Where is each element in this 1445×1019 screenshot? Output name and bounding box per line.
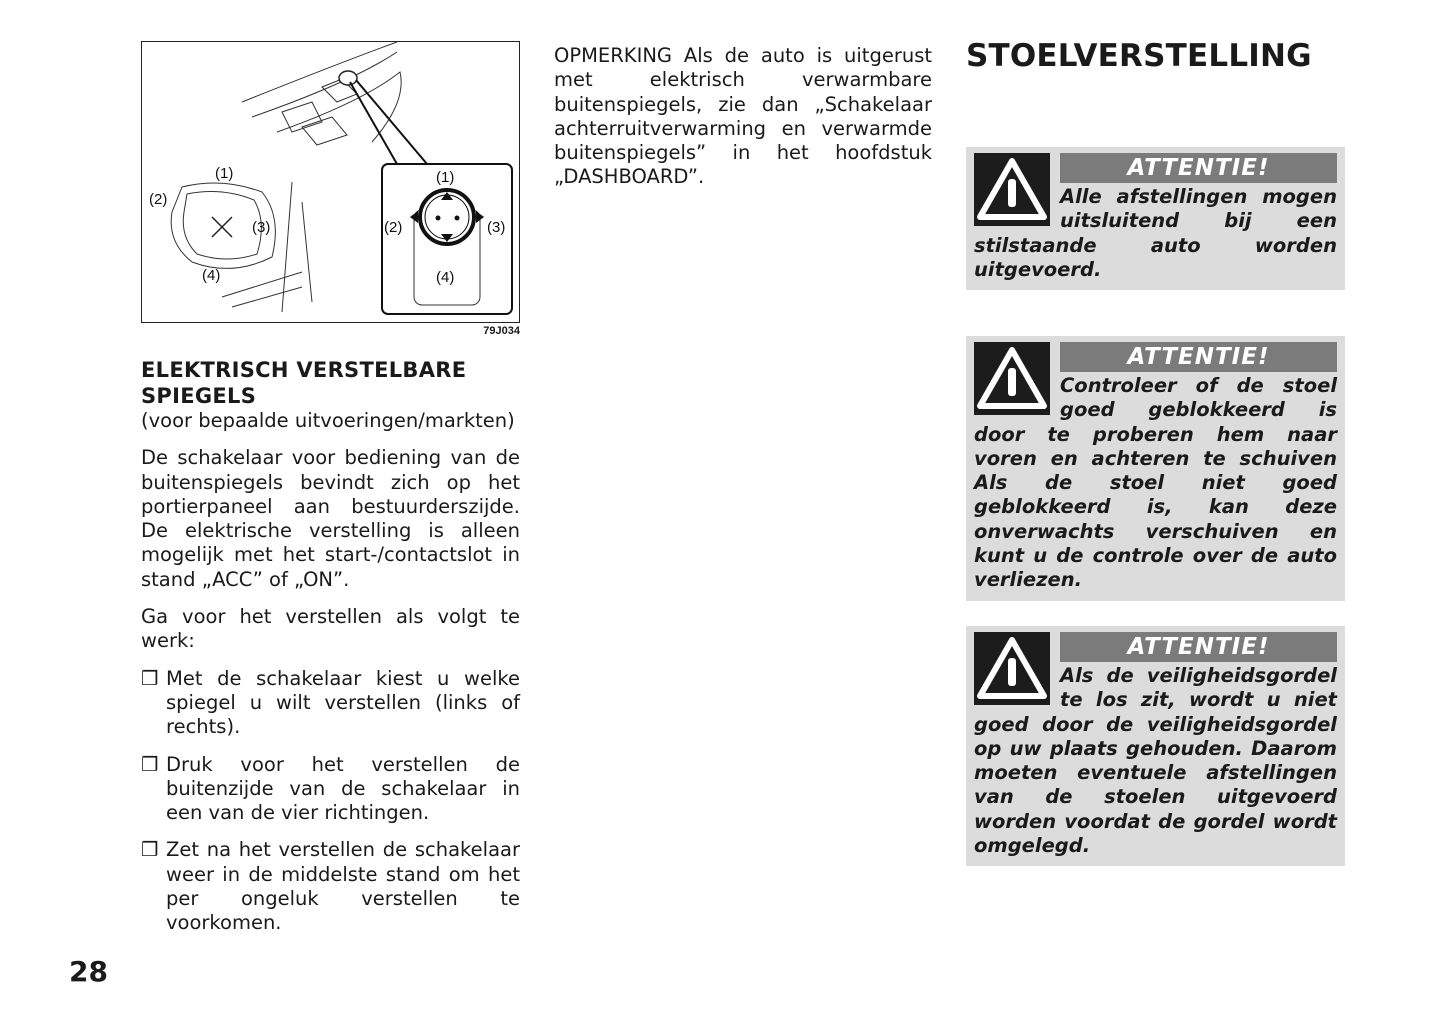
warning-text: Als de veiligheidsgordel te los zit, wordt u niet goed door de veiligheidsgordel op uw plaats gehouden. Daarom moeten eventuele afstellingen van de stoelen uitgevoerd worden voordat de gordel wordt omgelegd. <box>974 664 1337 858</box>
checkbox-bullet-icon: ❒ <box>141 838 159 862</box>
mirror-illustration <box>142 42 519 322</box>
left-column <box>141 41 520 949</box>
switch-label-1: (1) <box>436 169 455 186</box>
section-heading: ELEKTRISCH VERSTELBARE SPIEGELS <box>141 358 467 408</box>
warning-triangle-icon <box>974 153 1050 226</box>
list-item-text: Met de schakelaar kiest u welke spiegel u wilt verstellen (links of rechts). <box>166 666 520 739</box>
right-column <box>966 36 1345 858</box>
figure-label-1: (1) <box>215 165 234 182</box>
checkbox-bullet-icon: ❒ <box>141 666 159 690</box>
warning-header: ATTENTIE! <box>1060 632 1337 662</box>
paragraph: De schakelaar voor bediening van de buitenspiegels bevindt zich op het portierpaneel aan bestuurderszijde. De elektrische verstelling is alleen mogelijk met het start-/contactslot in stand „ACC” of „ON”. <box>141 446 520 591</box>
switch-label-2: (2) <box>384 219 403 236</box>
warning-box <box>966 336 1345 601</box>
switch-label-3: (3) <box>487 219 506 236</box>
warning-text: Alle afstellingen mogen uitsluitend bij een stilstaande auto worden uitgevoerd. <box>974 185 1337 281</box>
paragraph: Ga voor het verstellen als volgt te werk: <box>141 605 520 653</box>
section-subheading: (voor bepaalde uitvoeringen/markten) <box>141 409 515 432</box>
warning-box <box>966 147 1345 290</box>
list-item-text: Zet na het verstellen de schakelaar weer in de middelste stand om het per ongeluk verstellen te voorkomen. <box>166 838 520 935</box>
figure-label-2: (2) <box>149 191 168 208</box>
warning-triangle-icon <box>974 632 1050 705</box>
list-item-text: Druk voor het verstellen de buitenzijde van de schakelaar in een van de vier richtingen. <box>166 752 520 825</box>
checkbox-bullet-icon: ❒ <box>141 752 159 776</box>
warning-header: ATTENTIE! <box>1060 342 1337 372</box>
figure-label-3: (3) <box>252 219 271 236</box>
list-item <box>141 753 520 826</box>
mirror-switch-figure <box>141 41 520 323</box>
page-number: 28 <box>69 955 108 988</box>
figure-label-4: (4) <box>202 267 221 284</box>
warning-triangle-icon <box>974 342 1050 415</box>
note-paragraph: OPMERKING Als de auto is uitgerust met elektrisch verwarmbare buitenspiegels, zie dan „Schakelaar achterruitverwarming en verwarmde buitenspiegels” in het hoofdstuk „DASHBOARD”. <box>554 44 932 189</box>
warning-box <box>966 626 1345 866</box>
switch-label-4: (4) <box>436 269 455 286</box>
middle-column <box>554 44 932 190</box>
list-item <box>141 667 520 740</box>
warning-header: ATTENTIE! <box>1060 153 1337 183</box>
page-title: STOELVERSTELLING <box>966 38 1312 74</box>
figure-code: 79J034 <box>483 325 520 337</box>
warning-text: Controleer of de stoel goed geblokkeerd is door te proberen hem naar voren en achteren te schuiven Als de stoel niet goed geblokkeerd is, kan deze onverwachts verschuiven en kunt u de controle over de auto verliezen. <box>974 374 1337 592</box>
list-item <box>141 838 520 935</box>
